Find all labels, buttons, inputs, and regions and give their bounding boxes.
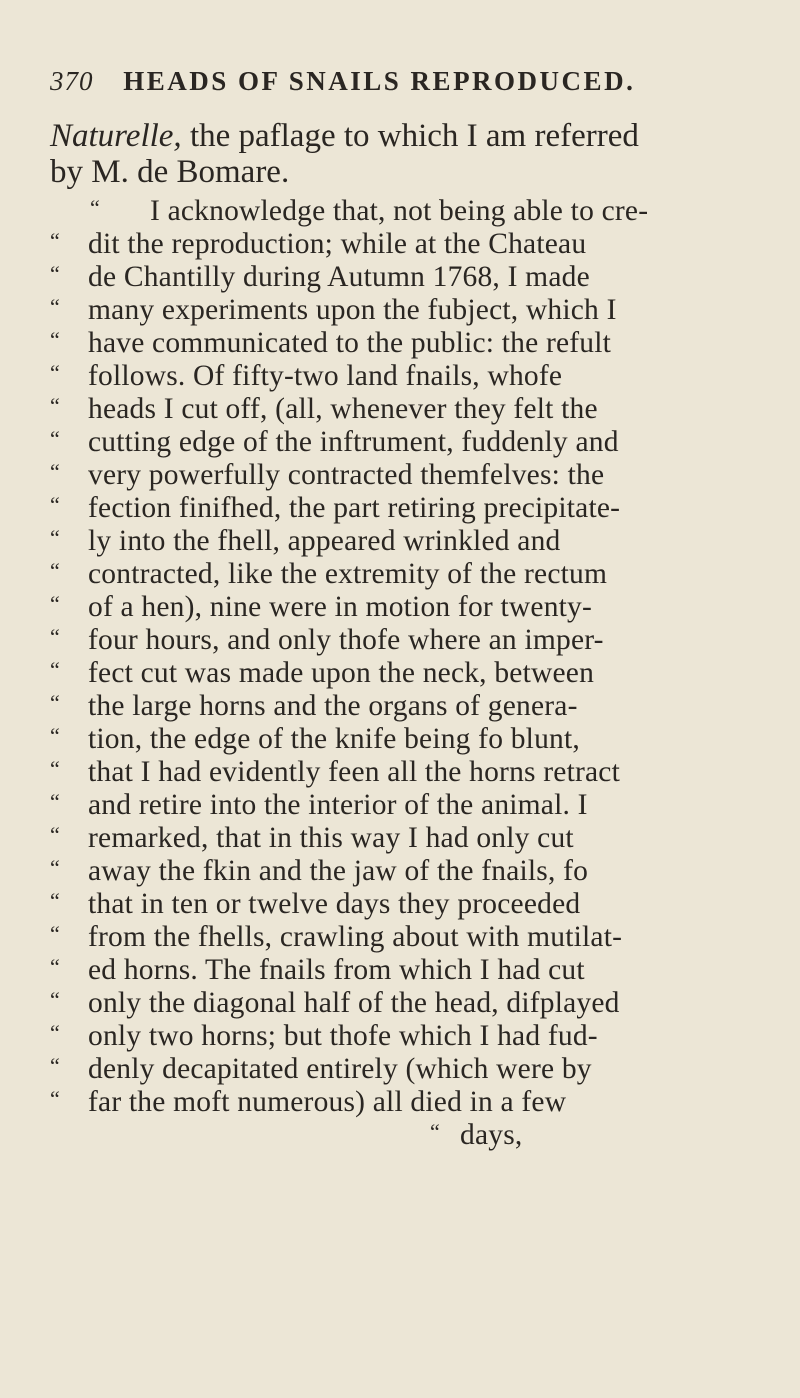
quote-line-text: tion, the edge of the knife being fo blunt,	[88, 723, 580, 755]
quote-line-text: four hours, and only thofe where an imper-	[88, 624, 604, 656]
quote-mark: “	[50, 756, 60, 781]
quote-line-text: very powerfully contracted themfelves: the	[88, 459, 605, 491]
quote-line-text: the large horns and the organs of genera-	[88, 690, 578, 722]
quote-line	[50, 954, 800, 987]
quote-line-text: ed horns. The fnails from which I had cut	[88, 954, 585, 986]
quote-line	[50, 624, 800, 657]
quote-line-text: far the moft numerous) all died in a few	[88, 1086, 567, 1118]
quote-mark: “	[50, 723, 60, 748]
quoted-passage	[50, 195, 800, 1152]
quote-line	[50, 723, 800, 756]
quote-line-text: contracted, like the extremity of the rectum	[88, 558, 608, 590]
quote-line	[50, 591, 800, 624]
quote-mark: “	[50, 657, 60, 682]
quote-line-text: dit the reproduction; while at the Chateau	[88, 228, 587, 260]
quote-line	[50, 360, 800, 393]
quote-line-text: that in ten or twelve days they proceeded	[88, 888, 581, 920]
intro-line-1	[50, 120, 770, 156]
quote-line-text: fect cut was made upon the neck, between	[88, 657, 595, 689]
quote-line	[50, 228, 800, 261]
intro-line-2: by M. de Bomare.	[50, 154, 290, 190]
quote-line-text: cutting edge of the inftrument, fuddenly and	[88, 426, 619, 458]
quote-line	[50, 558, 800, 591]
quote-line	[50, 921, 800, 954]
quote-mark: “	[430, 1119, 440, 1144]
quote-mark: “	[50, 1053, 60, 1078]
quote-mark: “	[50, 261, 60, 286]
quote-mark: “	[50, 459, 60, 484]
quote-line	[50, 1053, 800, 1086]
catchword: days,	[460, 1119, 523, 1151]
quote-line	[50, 426, 800, 459]
quote-line	[50, 492, 800, 525]
quote-line-text: have communicated to the public: the refult	[88, 327, 612, 359]
quote-line-text: many experiments upon the fubject, which I	[88, 294, 617, 326]
quote-line-text: follows. Of fifty-two land fnails, whofe	[88, 360, 563, 392]
quote-line-text: fection finifhed, the part retiring precipitate-	[88, 492, 621, 524]
quote-mark: “	[50, 954, 60, 979]
intro-italic-word: Naturelle,	[50, 118, 182, 154]
quote-mark: “	[50, 921, 60, 946]
quote-line	[50, 756, 800, 789]
quote-line-text: and retire into the interior of the animal. I	[88, 789, 588, 821]
intro-line-1-text: the paflage to which I am referred	[181, 118, 639, 154]
quote-line	[50, 690, 800, 723]
running-head	[50, 66, 770, 97]
quote-mark: “	[50, 360, 60, 385]
quote-line	[50, 525, 800, 558]
quote-line-text: only the diagonal half of the head, difplayed	[88, 987, 620, 1019]
quote-mark: “	[90, 195, 100, 220]
quote-line	[50, 987, 800, 1020]
quote-line-text: de Chantilly during Autumn 1768, I made	[88, 261, 590, 293]
quote-line-text: remarked, that in this way I had only cut	[88, 822, 574, 854]
quote-line	[50, 789, 800, 822]
quote-mark: “	[50, 855, 60, 880]
quote-mark: “	[50, 294, 60, 319]
quote-mark: “	[50, 558, 60, 583]
quote-mark: “	[50, 1086, 60, 1111]
quote-line-text: that I had evidently feen all the horns retract	[88, 756, 620, 788]
quote-line	[50, 822, 800, 855]
quote-line	[50, 855, 800, 888]
quote-line	[50, 294, 800, 327]
quote-line	[50, 393, 800, 426]
quote-mark: “	[50, 591, 60, 616]
quote-mark: “	[50, 393, 60, 418]
quote-mark: “	[50, 888, 60, 913]
intro-paragraph	[50, 120, 770, 192]
quote-mark: “	[50, 426, 60, 451]
quote-line	[50, 327, 800, 360]
quote-line-text: ly into the fhell, appeared wrinkled and	[88, 525, 561, 557]
quote-line	[50, 459, 800, 492]
quote-line	[50, 888, 800, 921]
quote-line	[50, 195, 800, 228]
quote-line	[50, 1020, 800, 1053]
quote-line	[50, 657, 800, 690]
quote-mark: “	[50, 228, 60, 253]
quote-line	[50, 261, 800, 294]
quote-mark: “	[50, 789, 60, 814]
quote-mark: “	[50, 624, 60, 649]
quote-line-text: only two horns; but thofe which I had fud-	[88, 1020, 598, 1052]
quote-mark: “	[50, 987, 60, 1012]
catchword-line	[50, 1119, 800, 1152]
quote-mark: “	[50, 492, 60, 517]
quote-line-text: from the fhells, crawling about with mutilat-	[88, 921, 623, 953]
quote-mark: “	[50, 327, 60, 352]
page-number: 370	[50, 66, 94, 96]
quote-line-text: of a hen), nine were in motion for twenty-	[88, 591, 593, 623]
quote-mark: “	[50, 690, 60, 715]
quote-line-text: away the fkin and the jaw of the fnails, fo	[88, 855, 589, 887]
quote-line-text: heads I cut off, (all, whenever they felt the	[88, 393, 598, 425]
quote-line-text: denly decapitated entirely (which were by	[88, 1053, 592, 1085]
quote-line-text: I acknowledge that, not being able to cre-	[150, 195, 649, 227]
quote-mark: “	[50, 822, 60, 847]
quote-mark: “	[50, 1020, 60, 1045]
quote-mark: “	[50, 525, 60, 550]
running-title: HEADS OF SNAILS REPRODUCED.	[123, 66, 636, 96]
quote-line	[50, 1086, 800, 1119]
